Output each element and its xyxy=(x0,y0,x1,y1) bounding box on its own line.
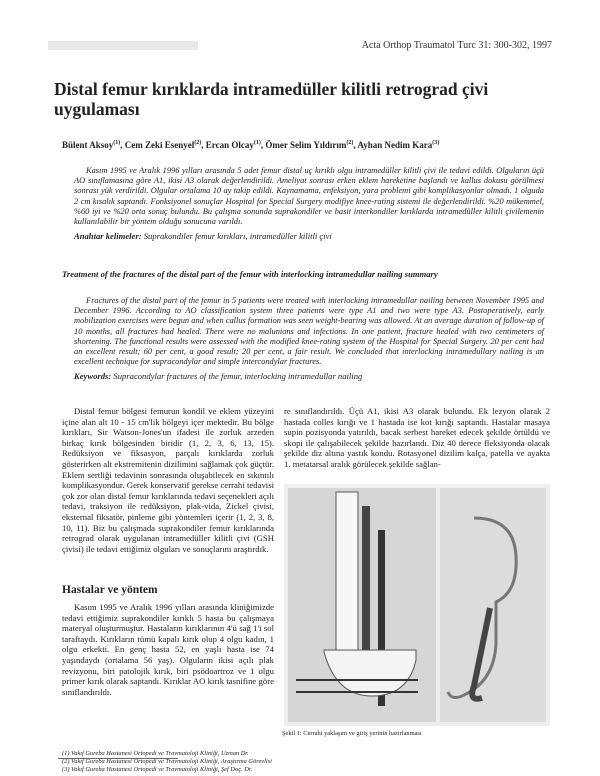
section-heading: Hastalar ve yöntem xyxy=(62,584,158,596)
author-name: Ömer Selim Yıldırım xyxy=(265,140,347,150)
abstract-english-text: Fractures of the distal part of the femur in 5 patients were treated with interlocking intramedullar nailing between November 1995 and December 1996. According to AO classification system three patients were type A1 and two were type A3. Postoperatively, early mobilization exercises were begun and when callus formation was seen weight-bearing was allowed. At an average duration of follow-up of 10 months, all fractures had healed. There were no malunions and infections. In one patient, fracture healed with two centimeters of shortening. The functional results were assessed with the modified knee-rating system of the Hospital for Special Surgery. 20 per cent had an excellent result; 60 per cent, a good result; 20 per cent, a fair result. We concluded that interlocking intramedullary nailing is an excellent technique for supracondylar and simple intercondylar fractures. xyxy=(74,296,544,367)
article-title: Distal femur kırıklarda intramedüller kilitli retrograd çivi uygulaması xyxy=(54,79,489,119)
header-watermark xyxy=(48,41,198,50)
abstract-turkish-text: Kasım 1995 ve Aralık 1996 yılları arasında 5 adet femur distal uç kırıklı olgu intramedüller kilitli çivi ile tedavi edildi. Olguların üçü AO sınıflamasına göre A1, ikisi A3 olarak değerlendirildi. Ameliyat sonrası erken eklem hareketine başlandı ve kallus dokusu görülmesi sonrası yük verdirildi. Olgular ortalama 10 ay takip edildi. Kaynamama, enfeksiyon, yara problemi gibi komplikasyonlar olmadı. 1 olguda 2 cm kısalık saptandı. Fonksiyonel sonuçlar Hospital for Special Surgery modifiye knee-rating sistemi ile değerlendirildi. %20 mükemmel, %60 iyi ve %20 orta sonuç bulundu. Bu çalışma sonunda suprakondiler ve basit interkondiler kırıklarda intramedüller kilitli çivilemenin kullanılabilir bir yöntem olduğu sonucuna varıldı. xyxy=(74,166,544,227)
figure-1-image xyxy=(284,484,550,726)
author-affiliation: (2) xyxy=(346,140,354,146)
right-column xyxy=(284,406,550,470)
keywords-turkish xyxy=(74,231,544,241)
author-separator: , xyxy=(260,140,266,150)
footnote-2: (2) Vakıf Gureba Hastanesi Ortopedi ve Travmatoloji Kliniği, Araştırma Görevlisi xyxy=(62,758,272,765)
author-name: Ayhan Nedim Kara xyxy=(357,140,433,150)
intro-paragraph: Distal femur bölgesi femurun kondil ve eklem yüzeyini içine alan alt 10 - 15 cm'lik bölgeyi içer mektedir. Bu bölge kırıkları, Sir Watson-Jones'un ifadesi ile zorluk arzeden birkaç kırık bölgesinden biridir (1, 2, 3, 6, 13, 15). Redüksiyon ve fiksasyon, parçalı kırıklarda zorluk gösterirken alt ekstremitenin dizilimini sağlamak çok güçtür. Eklem sertliği tedavinin sonrasında oluşabilecek en sıkıntılı komplikasyondur. Gerek konservatif gerekse cerrahi tedavisi çok zor olan distal femur kırıklarında tedavi seçenekleri açılı tedavi, traksiyon ile redüksiyon, plak-vida, Zickel çivisi, eksternal fiksatör, pinleme gibi yöntemleri içerir (1, 2, 3, 8, 10, 11). Biz bu çalışmada suprakondiler femur kırıklarında retrograd olarak uygulanan intramedüller kilitli çivi (GSH çivisi) ile tedavi ettiğimiz olguları ve sonuçlarını araştırdık. xyxy=(62,406,274,554)
xray-illustration xyxy=(284,484,550,726)
keywords-english-value: Supracondylar fractures of the femur, interlocking intramedullar nailing xyxy=(113,371,363,382)
author-name: Bülent Aksoy xyxy=(62,140,114,150)
author-name: Ercan Olcay xyxy=(205,140,254,150)
intro-column xyxy=(62,406,274,554)
right-column-paragraph: re sınıflandırıldı. Üçü A1, ikisi A3 olarak bulundu. Ek lezyon olarak 2 hastada colles kırığı ve 1 hastada ise kot kırığı saptandı. Hastalar masaya supin pozisyonda yatırıldı, bacak serbest hareket edecek şekilde örtüldü ve skopi ile çalışabilecek şekilde hazırlandı. Diz 40 derece fleksiyonda olacak şekilde diz altına yastık kondu. Rotasyonel dizilim kalça, patella ve ayakta 1. metatarsal aralık görülecek şekilde sağlan- xyxy=(284,406,550,469)
author-list xyxy=(62,140,562,150)
author-affiliation: (2) xyxy=(194,140,202,146)
journal-reference: Acta Orthop Traumatol Turc 31: 300-302, 1997 xyxy=(361,40,552,51)
figure-1-caption: Şekil 1: Cerrahi yaklaşım ve giriş yerinin hazırlanması xyxy=(282,730,422,737)
author-separator: , xyxy=(120,140,125,150)
keywords-english xyxy=(74,371,544,381)
author-name: Cem Zeki Esenyel xyxy=(124,140,195,150)
footnote-1: (1) Vakıf Gureba Hastanesi Ortopedi ve Travmatoloji Kliniği, Uzman Dr. xyxy=(62,750,249,757)
author-affiliation: (3) xyxy=(432,140,440,146)
figure-panel-right xyxy=(440,488,546,722)
keywords-turkish-value: Suprakondiler femur kırıkları, intramedüller kilitli çivi xyxy=(143,231,332,242)
keywords-turkish-label: Anahtar kelimeler: xyxy=(74,231,142,242)
abstract-turkish xyxy=(74,166,544,241)
keywords-english-label: Keywords: xyxy=(74,371,112,382)
author-affiliation: (1) xyxy=(113,140,121,146)
footnote-3: (3) Vakıf Gureba Hastanesi Ortopedi ve Travmatoloji Kliniği, Şef Doç. Dr. xyxy=(62,766,253,773)
english-abstract-title: Treatment of the fractures of the distal part of the femur with interlocking intramedullar nailing summary xyxy=(62,269,438,279)
author-separator: , xyxy=(201,140,206,150)
author-affiliation: (1) xyxy=(253,140,261,146)
femur-shaft-outline xyxy=(336,492,358,652)
methods-paragraph: Kasım 1995 ve Aralık 1996 yılları arasında kliniğimizde tedavi ettiğimiz suprakondiler kırıklı 5 hasta bu çalışmaya materyal oluşturmuştur. Hastaların kırıklarının 4'ü sağ 1'i sol taraftaydı. Kırıkların tümü kapalı kırık olup 4 olgu kadın, 1 olgu erkekti. En genç hasta 52, en yaşlı hasta ise 74 yaşındaydı (ortalama 56 yaş). Olguların ikisi açılı plak revizyonu, biri patolojik kırık, biri psödoartroz ve 1 olgu primer kırık olarak saptandı. Kırıklar AO kırık tasnifine göre sınıflandırıldı. xyxy=(62,602,274,697)
author-separator: , xyxy=(353,140,358,150)
abstract-english xyxy=(74,296,544,382)
methods-column xyxy=(62,602,274,697)
